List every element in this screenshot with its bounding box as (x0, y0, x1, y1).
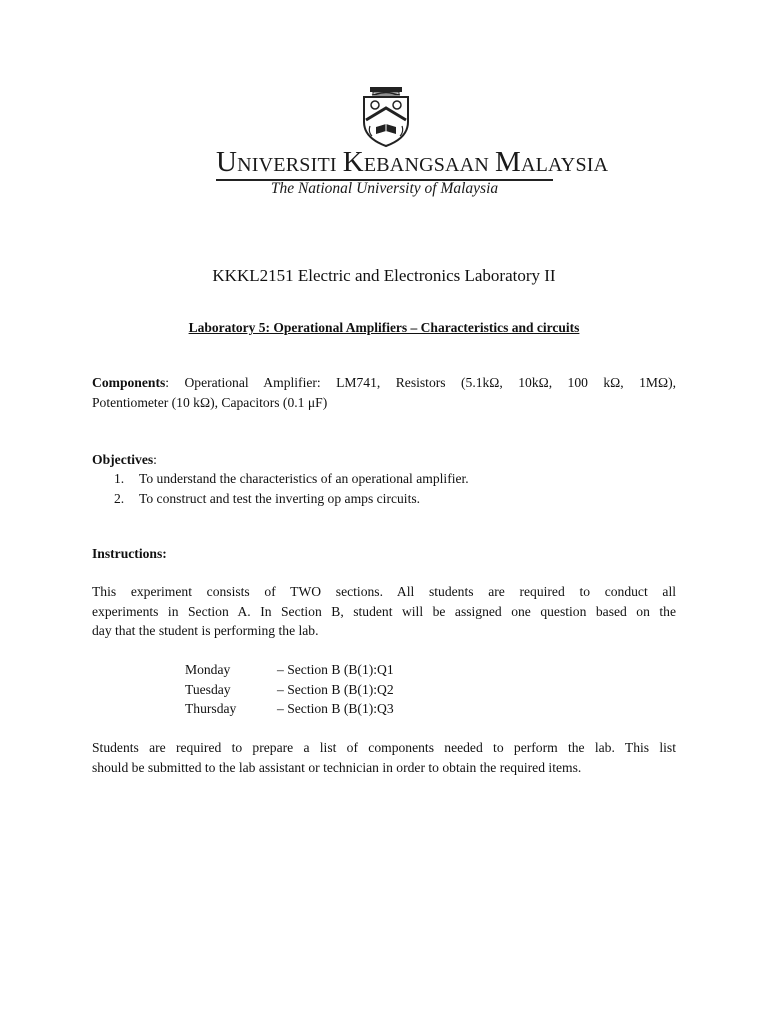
paragraph-line: experiments in Section A. In Section B, student will be assigned one question based on the (92, 603, 676, 619)
university-tagline: The National University of Malaysia (270, 180, 499, 197)
paragraph-line: should be submitted to the lab assistant or technician in order to obtain the required items. (92, 759, 582, 775)
paragraph-line: This experiment consists of TWO sections. All students are required to conduct all (92, 584, 676, 599)
schedule-row (185, 680, 394, 700)
objectives-list (114, 469, 674, 508)
university-name-part: EBANGSAAN (363, 154, 489, 176)
components-line-1 (92, 373, 676, 393)
university-name-part: ALAYSIA (520, 154, 609, 176)
list-item-text: To construct and test the inverting op amps circuits. (139, 490, 421, 506)
schedule-section: – Section B (B(1):Q3 (277, 701, 394, 716)
objectives-colon: : (153, 452, 157, 467)
components-paragraph (92, 373, 676, 412)
schedule-day: Tuesday (185, 681, 231, 697)
schedule-row (185, 660, 394, 680)
objectives-label: Objectives (92, 452, 154, 467)
university-name-part: M (494, 146, 521, 178)
university-name-part: NIVERSITI (237, 154, 337, 176)
list-item-text: To understand the characteristics of an operational amplifier. (139, 471, 469, 486)
list-item-number: 2. (114, 490, 125, 506)
instructions-paragraph-2 (92, 738, 676, 777)
objectives-heading (92, 450, 676, 470)
instructions-heading: Instructions: (92, 546, 167, 561)
paragraph-line: day that the student is performing the lab. (92, 623, 319, 638)
university-name (216, 146, 609, 179)
lab-schedule (185, 660, 394, 719)
list-item (114, 489, 674, 509)
components-line-2: Potentiometer (10 kΩ), Capacitors (0.1 μF) (92, 394, 328, 410)
schedule-section: – Section B (B(1):Q1 (277, 662, 394, 677)
lab-title: Laboratory 5: Operational Amplifiers – Characteristics and circuits (188, 320, 580, 335)
university-name-part: K (342, 146, 364, 178)
university-name-part: U (216, 146, 238, 178)
paragraph-line: Students are required to prepare a list of components needed to perform the lab. This list (92, 740, 676, 755)
course-title: KKKL2151 Electric and Electronics Laboratory II (212, 266, 556, 285)
components-label: Components (92, 375, 166, 390)
instructions-paragraph-1 (92, 582, 676, 641)
schedule-day: Monday (185, 662, 231, 677)
ukm-crest-logo (360, 86, 412, 148)
list-item (114, 469, 674, 489)
list-item-number: 1. (114, 471, 125, 486)
schedule-day: Thursday (185, 701, 237, 716)
schedule-section: – Section B (B(1):Q2 (277, 681, 394, 697)
components-text: : Operational Amplifier: LM741, Resistors (5.1kΩ, 10kΩ, 100 kΩ, 1MΩ), (165, 375, 676, 390)
schedule-row (185, 699, 394, 719)
